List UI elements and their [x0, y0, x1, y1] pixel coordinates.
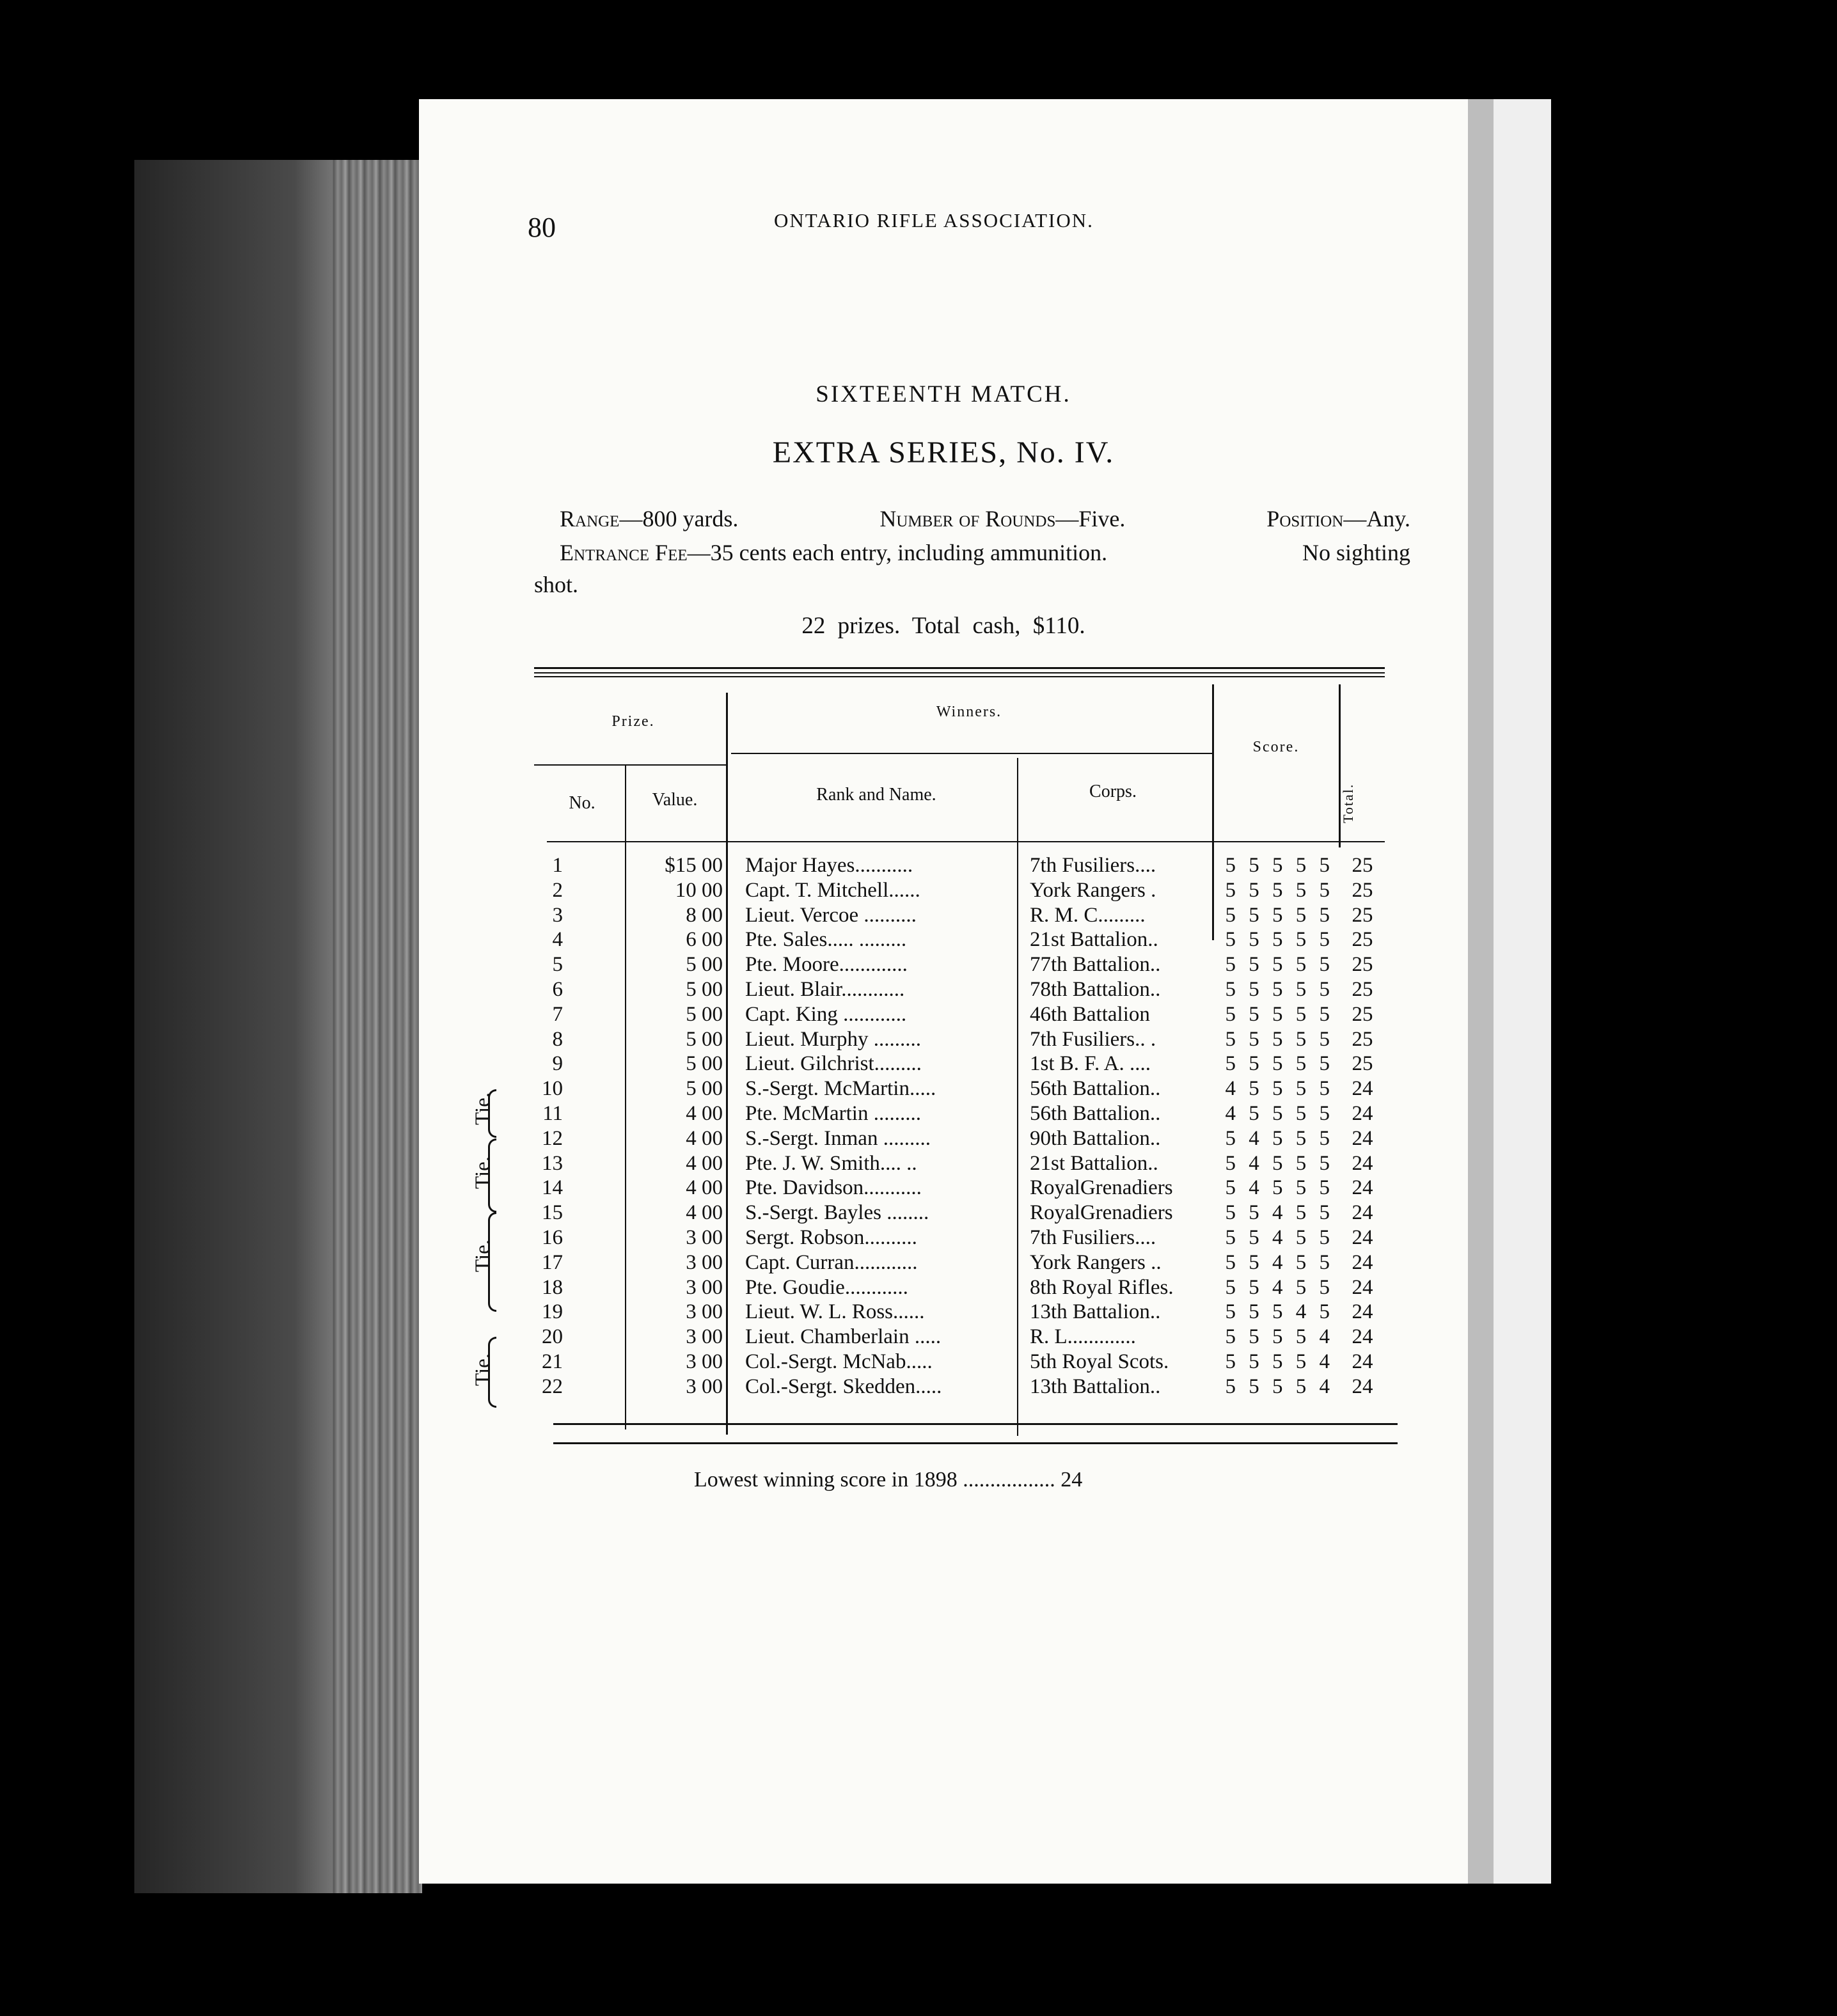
table-row — [419, 1300, 1468, 1325]
shot-scores: 5 5 5 5 4 — [1225, 1325, 1334, 1349]
shot-scores: 5 5 4 5 5 — [1225, 1201, 1334, 1225]
table-row — [419, 1375, 1468, 1399]
tie-label-15-18: Tie. — [471, 1239, 495, 1273]
page-right-edge — [1468, 99, 1494, 1884]
shot-scores: 5 5 5 5 5 — [1225, 903, 1334, 927]
corps: 21st Battalion.. — [1030, 1151, 1158, 1175]
total-score: 25 — [1352, 953, 1373, 977]
rank-and-name: S.-Sergt. Bayles ........ — [745, 1201, 929, 1225]
prize-header: Prize. — [611, 713, 655, 730]
rank-and-name: Col.-Sergt. Skedden..... — [745, 1374, 942, 1398]
table-row — [419, 1028, 1468, 1052]
shot-scores: 5 5 5 5 4 — [1225, 1374, 1334, 1398]
prize-value: 3 00 — [686, 1300, 723, 1324]
prize-value: 5 00 — [686, 978, 723, 1001]
total-score: 24 — [1352, 1126, 1373, 1150]
total-score: 25 — [1352, 878, 1373, 902]
prize-value: 5 00 — [686, 1052, 723, 1076]
shot-scores: 5 5 5 5 5 — [1225, 978, 1334, 1001]
fee-text: Entrance Fee—35 cents each entry, including ammunition. — [560, 540, 1108, 565]
rank-and-name: Capt. Curran............ — [745, 1250, 918, 1274]
score-header: Score. — [1252, 739, 1300, 755]
prize-no: 8 — [552, 1027, 563, 1051]
corps: 78th Battalion.. — [1030, 978, 1161, 1001]
total-score: 25 — [1352, 978, 1373, 1001]
total-score: 24 — [1352, 1201, 1373, 1225]
shot-scores: 5 5 5 5 5 — [1225, 854, 1334, 877]
shot-scores: 5 5 5 4 5 — [1225, 1300, 1334, 1324]
total-score: 25 — [1352, 928, 1373, 952]
prize-value: 4 00 — [686, 1176, 723, 1200]
rank-and-name: Capt. King ............ — [745, 1002, 907, 1026]
prize-no: 9 — [552, 1052, 563, 1076]
total-score: 24 — [1352, 1226, 1373, 1249]
rank-and-name: Col.-Sergt. McNab..... — [745, 1350, 933, 1373]
corps: 13th Battalion.. — [1030, 1374, 1161, 1398]
prize-no: 14 — [542, 1176, 563, 1200]
prize-no: 6 — [552, 978, 563, 1001]
table-row — [419, 978, 1468, 1002]
rank-and-name: Lieut. Gilchrist......... — [745, 1052, 922, 1076]
rank-name-header: Rank and Name. — [816, 785, 936, 805]
prize-no: 21 — [542, 1350, 563, 1373]
next-page-strip — [1494, 99, 1551, 1884]
winners-subhead-rule — [731, 753, 1212, 754]
prize-no: 10 — [542, 1077, 563, 1101]
rank-and-name: Pte. J. W. Smith.... .. — [745, 1151, 917, 1175]
rank-and-name: Pte. Goudie............ — [745, 1275, 908, 1299]
corps: York Rangers . — [1030, 878, 1156, 902]
table-row — [419, 904, 1468, 928]
corps: 90th Battalion.. — [1030, 1126, 1161, 1150]
table-header-rule — [534, 676, 1385, 677]
corps-header: Corps. — [1089, 782, 1137, 801]
rank-and-name: Pte. Davidson........... — [745, 1176, 922, 1200]
corps: RoyalGrenadiers — [1030, 1176, 1173, 1200]
shot-scores: 5 5 5 5 5 — [1225, 1002, 1334, 1026]
total-score: 25 — [1352, 1052, 1373, 1076]
total-score: 25 — [1352, 1027, 1373, 1051]
total-score: 24 — [1352, 1176, 1373, 1200]
running-header: ONTARIO RIFLE ASSOCIATION. — [774, 209, 1094, 232]
rank-and-name: Lieut. Murphy ......... — [745, 1027, 921, 1051]
corps: 56th Battalion.. — [1030, 1077, 1161, 1101]
corps: 7th Fusiliers.... — [1030, 1226, 1156, 1249]
corps: R. M. C......... — [1030, 903, 1146, 927]
conditions-line — [560, 505, 1410, 532]
corps: 1st B. F. A. .... — [1030, 1052, 1151, 1076]
lowest-winning-score: Lowest winning score in 1898 ................. 24 — [694, 1468, 1083, 1492]
table-row — [419, 854, 1468, 878]
prize-no: 3 — [552, 903, 563, 927]
table-top-rule — [534, 667, 1385, 669]
table-row — [419, 1003, 1468, 1027]
prize-no: 17 — [542, 1250, 563, 1274]
value-header: Value. — [652, 790, 698, 810]
page-number: 80 — [528, 212, 556, 243]
prize-value: 5 00 — [686, 1077, 723, 1101]
shot-scores: 4 5 5 5 5 — [1225, 1077, 1334, 1101]
prize-value: 3 00 — [686, 1374, 723, 1398]
prize-value: 4 00 — [686, 1151, 723, 1175]
table-row — [419, 1226, 1468, 1250]
prize-no: 2 — [552, 878, 563, 902]
total-score: 24 — [1352, 1350, 1373, 1373]
shot-scores: 5 5 5 5 4 — [1225, 1350, 1334, 1373]
total-score: 24 — [1352, 1250, 1373, 1274]
prize-no: 20 — [542, 1325, 563, 1349]
prize-no: 18 — [542, 1275, 563, 1299]
shot-scores: 5 5 4 5 5 — [1225, 1226, 1334, 1249]
prize-no: 5 — [552, 953, 563, 977]
table-row — [419, 1052, 1468, 1076]
prize-no: 19 — [542, 1300, 563, 1324]
total-score: 25 — [1352, 854, 1373, 877]
total-score: 25 — [1352, 1002, 1373, 1026]
prize-no: 4 — [552, 928, 563, 952]
prize-no: 7 — [552, 1002, 563, 1026]
shot-scores: 5 5 4 5 5 — [1225, 1275, 1334, 1299]
shot-scores: 5 5 5 5 5 — [1225, 953, 1334, 977]
book-page — [419, 99, 1468, 1884]
corps: R. L............. — [1030, 1325, 1136, 1349]
header-bottom-rule — [547, 841, 1385, 842]
book-edge-band — [294, 160, 333, 1893]
sighting-text: No sighting — [1302, 540, 1410, 565]
prize-value: 4 00 — [686, 1126, 723, 1150]
shot-scores: 5 4 5 5 5 — [1225, 1151, 1334, 1175]
tie-label-10-11: Tie. — [471, 1092, 495, 1126]
rounds-text: Number of Rounds—Five. — [879, 506, 1126, 532]
shot-scores: 5 5 5 5 5 — [1225, 878, 1334, 902]
corps: 46th Battalion — [1030, 1002, 1150, 1026]
prizes-line: 22 prizes. Total cash, $110. — [801, 613, 1085, 639]
prize-value: 4 00 — [686, 1201, 723, 1225]
rank-and-name: Capt. T. Mitchell...... — [745, 878, 920, 902]
rank-and-name: Major Hayes........... — [745, 854, 913, 877]
table-top-rule-2 — [534, 672, 1385, 673]
prize-no: 22 — [542, 1374, 563, 1398]
shot-scores: 5 5 5 5 5 — [1225, 1027, 1334, 1051]
table-row — [419, 1176, 1468, 1201]
sighting-continuation: shot. — [534, 572, 579, 597]
prize-no: 13 — [542, 1151, 563, 1175]
rank-and-name: Lieut. Blair............ — [745, 978, 905, 1001]
total-score: 24 — [1352, 1300, 1373, 1324]
corps: 7th Fusiliers.... — [1030, 854, 1156, 877]
corps: RoyalGrenadiers — [1030, 1201, 1173, 1225]
table-row — [419, 1350, 1468, 1374]
prize-value: 3 00 — [686, 1350, 723, 1373]
prize-no: 15 — [542, 1201, 563, 1225]
prize-value: 5 00 — [686, 953, 723, 977]
prize-subhead-rule — [534, 764, 726, 766]
rank-and-name: Pte. Moore............. — [745, 953, 908, 977]
tie-label-12-14: Tie. — [471, 1156, 495, 1190]
prize-value: 8 00 — [686, 903, 723, 927]
table-row — [419, 928, 1468, 952]
table-row — [419, 1127, 1468, 1151]
rank-and-name: Sergt. Robson.......... — [745, 1226, 917, 1249]
table-row — [419, 879, 1468, 903]
rank-and-name: Lieut. Vercoe .......... — [745, 903, 917, 927]
shot-scores: 5 4 5 5 5 — [1225, 1176, 1334, 1200]
shot-scores: 5 5 5 5 5 — [1225, 928, 1334, 952]
prize-value: 6 00 — [686, 928, 723, 952]
corps: 7th Fusiliers.. . — [1030, 1027, 1156, 1051]
prize-value: 10 00 — [675, 878, 723, 902]
total-header: Total. — [1340, 783, 1356, 823]
table-row — [419, 1152, 1468, 1176]
range-text: Range—800 yards. — [560, 506, 739, 532]
total-score: 24 — [1352, 1077, 1373, 1101]
prize-value: $15 00 — [665, 854, 723, 877]
prize-value: 3 00 — [686, 1325, 723, 1349]
prize-value: 3 00 — [686, 1226, 723, 1249]
corps: 8th Royal Rifles. — [1030, 1275, 1174, 1299]
prize-value: 5 00 — [686, 1027, 723, 1051]
rank-and-name: Pte. McMartin ......... — [745, 1102, 921, 1125]
prize-value: 5 00 — [686, 1002, 723, 1026]
total-score: 24 — [1352, 1275, 1373, 1299]
total-score: 25 — [1352, 903, 1373, 927]
table-row — [419, 1102, 1468, 1126]
prize-no: 16 — [542, 1226, 563, 1249]
series-title: EXTRA SERIES, No. IV. — [772, 436, 1115, 469]
table-row — [419, 1201, 1468, 1225]
total-score: 24 — [1352, 1325, 1373, 1349]
table-row — [419, 1077, 1468, 1101]
shot-scores: 5 5 5 5 5 — [1225, 1052, 1334, 1076]
corps: 5th Royal Scots. — [1030, 1350, 1169, 1373]
table-row — [419, 953, 1468, 977]
tie-label-20-22: Tie. — [471, 1353, 495, 1387]
total-score: 24 — [1352, 1374, 1373, 1398]
table-row — [419, 1251, 1468, 1275]
corps: 13th Battalion.. — [1030, 1300, 1161, 1324]
prize-value: 4 00 — [686, 1102, 723, 1125]
total-score: 24 — [1352, 1151, 1373, 1175]
table-bottom-rule-2 — [553, 1442, 1398, 1444]
table-row — [419, 1325, 1468, 1350]
position-text: Position—Any. — [1266, 506, 1410, 532]
shot-scores: 4 5 5 5 5 — [1225, 1102, 1334, 1125]
total-score: 24 — [1352, 1102, 1373, 1125]
shot-scores: 5 5 4 5 5 — [1225, 1250, 1334, 1274]
corps: 56th Battalion.. — [1030, 1102, 1161, 1125]
rank-and-name: Lieut. Chamberlain ..... — [745, 1325, 942, 1349]
rank-and-name: S.-Sergt. McMartin..... — [745, 1077, 936, 1101]
rank-and-name: Lieut. W. L. Ross...... — [745, 1300, 925, 1324]
prize-value: 3 00 — [686, 1250, 723, 1274]
prize-no: 1 — [552, 854, 563, 877]
no-header: No. — [569, 793, 595, 813]
prize-no: 11 — [542, 1102, 563, 1125]
rank-and-name: Pte. Sales..... ......... — [745, 928, 907, 952]
winners-header: Winners. — [936, 704, 1002, 720]
table-row — [419, 1276, 1468, 1300]
rank-and-name: S.-Sergt. Inman ......... — [745, 1126, 931, 1150]
prize-value: 3 00 — [686, 1275, 723, 1299]
book-page-edges — [134, 160, 422, 1893]
match-title: SIXTEENTH MATCH. — [816, 381, 1071, 407]
corps: York Rangers .. — [1030, 1250, 1162, 1274]
table-bottom-rule — [553, 1423, 1398, 1425]
corps: 77th Battalion.. — [1030, 953, 1161, 977]
shot-scores: 5 4 5 5 5 — [1225, 1126, 1334, 1150]
prize-no: 12 — [542, 1126, 563, 1150]
book-cover-shadow — [134, 160, 294, 1893]
corps: 21st Battalion.. — [1030, 928, 1158, 952]
entrance-fee-line — [560, 539, 1410, 566]
